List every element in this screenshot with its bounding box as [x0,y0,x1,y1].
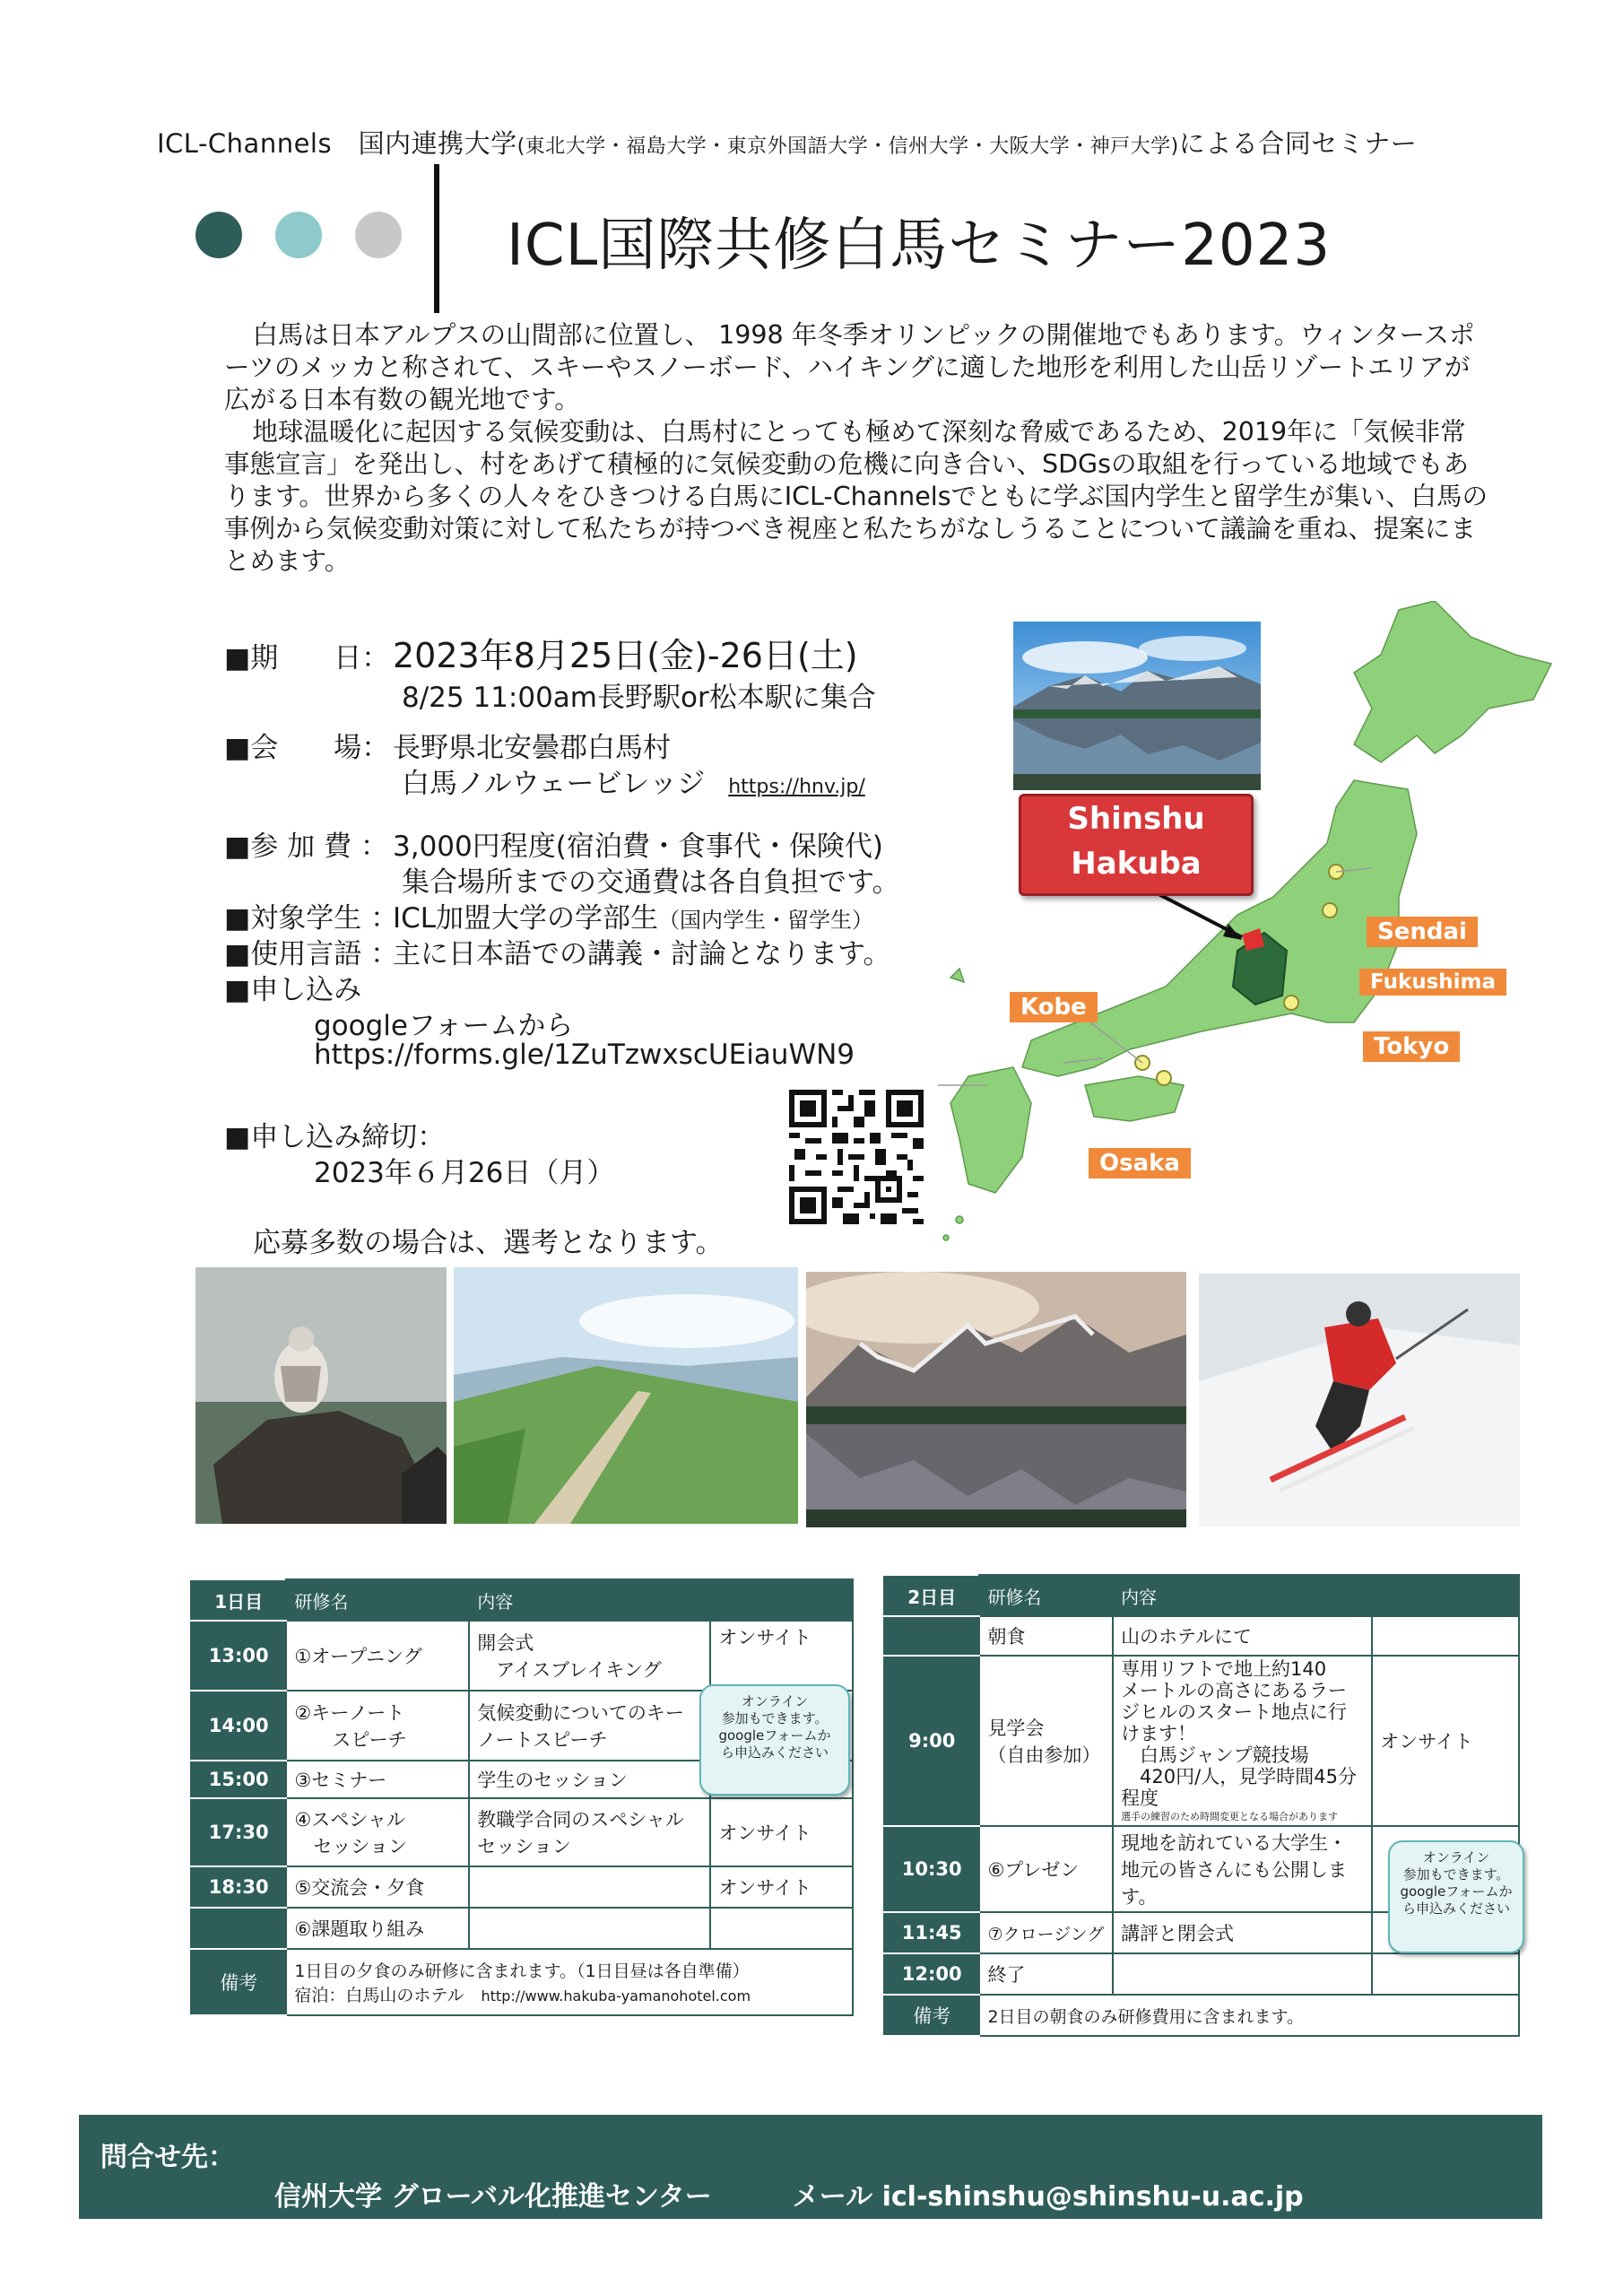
apply-url[interactable]: https://forms.gle/1ZuTzwxscUEiauWN9 [314,1039,855,1071]
day2-mode: オンサイト [1372,1656,1519,1826]
apply-label: ■申し込み [224,974,362,1006]
day2-content [1113,1953,1372,1995]
map-label-fukushima: Fukushima [1359,969,1506,996]
target-value: ICL加盟大学の学部生 [393,902,659,935]
day1-header-content: 内容 [469,1579,853,1621]
venue-name-row [402,761,865,801]
day2-content: 山のホテルにて [1113,1616,1372,1656]
day2-session-name: ⑥プレゼン [979,1826,1113,1912]
day2-session-name: ⑦クロージング [979,1912,1113,1953]
fee-note: 集合場所までの交通費は各自負担です。 [402,866,900,899]
day1-remarks-line1: 1日目の夕食のみ研修に含まれます。（1日目昼は各自準備） [294,1961,750,1981]
day2-mode [1372,1616,1519,1656]
page-title: ICL国際共修白馬セミナー2023 [507,213,1332,279]
language-label: ■使用言語 ： [224,938,399,970]
ptarmigan-photo [195,1267,447,1524]
skier-photo [1199,1274,1520,1526]
contact-line [274,2174,1304,2213]
venue-label: ■会 場： [224,732,390,764]
venue-name: 白馬ノルウェービレッジ [402,768,706,800]
day2-session-name: 朝食 [979,1616,1113,1656]
day1-remarks-row [191,1949,853,2015]
day1-time [191,1908,286,1949]
day1-session-name: ①オープニング [286,1621,469,1691]
contact-footer [79,2115,1542,2219]
contact-label: 問合せ先： [100,2142,235,2173]
fee-label: ■参 加 費 ： [224,831,388,863]
dot-gray [355,212,402,258]
day1-hotel: 宿泊：白馬山のホテル [294,1986,464,2005]
mountain-reflection-photo [806,1272,1186,1527]
day2-session-name: 終了 [979,1953,1113,1995]
day1-row [191,1621,853,1691]
day1-row [191,1866,853,1908]
day1-time: 17:30 [191,1798,286,1866]
day2-remarks-label: 備考 [884,1995,979,2036]
day1-content [469,1866,710,1908]
day1-content: 学生のセッション [469,1761,710,1798]
target-row [224,895,873,935]
dot-dark [195,212,242,258]
day1-mode [710,1908,853,1949]
day1-session-name: ②キーノート スピーチ [286,1691,469,1761]
deadline-value: 2023年６月26日（月） [314,1157,615,1189]
day2-row [884,1953,1519,1995]
day2-content-note: 選手の練習のため時間変更となる場合があります [1121,1811,1339,1822]
day2-time: 11:45 [884,1912,979,1953]
intro-paragraph-1: 白馬は日本アルプスの山間部に位置し、 1998 年冬季オリンピックの開催地でもあります。ウィンタースポーツのメッカと称されて、スキーやスノーボード、ハイキングに適した地形を利用した山岳リゾートエリアが広がる日本有数の観光地です。 [224,320,1475,414]
day2-time [884,1616,979,1656]
day1-session-name: ⑥課題取り組み [286,1908,469,1949]
venue-value: 長野県北安曇郡白馬村 [393,732,671,764]
day1-remarks [286,1949,853,2015]
day2-row [884,1616,1519,1656]
day1-session-name: ③セミナー [286,1761,469,1798]
fee-row [224,823,883,864]
deadline-label: ■申し込み締切： [224,1121,446,1153]
fee-value: 3,000円程度(宿泊費・食事代・保険代) [393,831,883,863]
shinshu-hakuba-label [1019,794,1254,896]
day1-remarks-label: 備考 [191,1949,286,2015]
header-line [157,124,1417,161]
map-label-osaka: Osaka [1089,1148,1191,1178]
day2-content: 現地を訪れている大学生・ 地元の皆さんにも公開しま す。 [1113,1826,1372,1912]
target-label: ■対象学生 ： [224,902,399,935]
intro-text [224,319,1488,578]
day2-header-name: 研修名 [979,1575,1113,1616]
day2-time: 10:30 [884,1826,979,1912]
day1-row [191,1908,853,1949]
contact-org: 信州大学 グローバル化推進センター [274,2181,712,2213]
date-note: 8/25 11:00am長野駅or松本駅に集合 [402,682,876,714]
day1-content [469,1908,710,1949]
day2-remarks: 2日目の朝食のみ研修費用に含まれます。 [979,1995,1519,2036]
day1-hotel-url[interactable]: http://www.hakuba-yamanohotel.com [481,1987,751,2005]
day1-content: 開会式 アイスブレイキング [469,1621,710,1691]
day1-row [191,1798,853,1866]
title-divider [434,164,439,313]
day2-content: 専用リフトで地上約140 メートルの高さにあるラー ジヒルのスタート地点に行 けます！ 白馬ジャンプ競技場 420円/人，見学時間45分程度 [1121,1658,1357,1809]
map-label-sendai: Sendai [1367,917,1478,947]
day1-content: 教職学合同のスペシャル セッション [469,1798,710,1866]
map-label-kobe: Kobe [1010,992,1098,1022]
language-value: 主に日本語での講義・討論となります。 [393,938,891,970]
day2-remarks-row [884,1995,1519,2036]
day1-online-bubble: オンライン 参加もできます。 googleフォームか ら申込みください [699,1684,850,1796]
date-row [224,628,858,677]
dot-light [275,212,322,258]
day1-time: 15:00 [191,1761,286,1798]
day1-header-day: 1日目 [191,1579,286,1621]
selection-note: 応募多数の場合は、選考となります。 [253,1227,724,1259]
day1-time: 13:00 [191,1621,286,1691]
target-note: （国内学生・留学生） [658,908,874,933]
header-prefix: ICL-Channels 国内連携大学 [157,128,517,159]
venue-row [224,725,671,765]
contact-email[interactable]: icl-shinshu@shinshu-u.ac.jp [881,2181,1304,2213]
day1-content: 気候変動についてのキー ノートスピーチ [469,1691,710,1761]
day1-mode: オンサイト [710,1866,853,1908]
apply-via: googleフォームから [314,1010,574,1042]
venue-url[interactable]: https://hnv.jp/ [728,776,865,798]
day1-schedule-table [190,1578,854,2016]
day2-content: 講評と閉会式 [1113,1912,1372,1953]
day2-header-day: 2日目 [884,1575,979,1616]
day1-mode: オンサイト [710,1798,853,1866]
hakuba-label: Hakuba [1071,846,1202,882]
day1-time: 14:00 [191,1691,286,1761]
day1-session-name: ⑤交流会・夕食 [286,1866,469,1908]
header-suffix: による合同セミナー [1178,128,1418,159]
day2-row [884,1656,1519,1826]
day2-header-content: 内容 [1113,1575,1519,1616]
contact-mail-label: メール [792,2181,873,2213]
qr-code[interactable] [789,1090,924,1224]
day2-time: 12:00 [884,1953,979,1995]
language-row [224,931,891,971]
day2-online-bubble: オンライン 参加もできます。 googleフォームか ら申込みください [1388,1840,1524,1953]
header-universities: (東北大学・福島大学・東京外国語大学・信州大学・大阪大学・神戸大学) [516,135,1179,158]
date-label: ■期 日： [224,642,390,674]
day2-content-cell [1113,1656,1372,1826]
day1-header-name: 研修名 [286,1579,469,1621]
day1-session-name: ④スペシャル セッション [286,1798,469,1866]
map-label-tokyo: Tokyo [1363,1031,1460,1062]
shinshu-label: Shinshu [1067,801,1205,837]
day2-schedule-table [883,1574,1520,2037]
intro-paragraph-2: 地球温暖化に起因する気候変動は、白馬村にとっても極めて深刻な脅威であるため、2019年に「気候非常事態宣言」を発出し、村をあげて積極的に気候変動の危機に向き合い、SDGsの取組を行っている地域でもあります。世界から多くの人々をひきつける白馬にICL-Channelsでともに学ぶ国内学生と留学生が集い、白馬の事例から気候変動対策に対して私たちが持つべき視座と私たちがなしうることについて議論を重ね、提案にまとめます。 [224,417,1488,576]
date-value: 2023年8月25日(金)-26日(土) [393,636,858,675]
day2-time: 9:00 [884,1656,979,1826]
day1-remarks-line2 [294,1982,845,2006]
day1-mode: オンサイト [710,1621,853,1691]
day2-session-name: 見学会 （自由参加） [979,1656,1113,1826]
hiking-trail-photo [454,1267,798,1524]
day1-time: 18:30 [191,1866,286,1908]
day2-mode [1372,1953,1519,1995]
